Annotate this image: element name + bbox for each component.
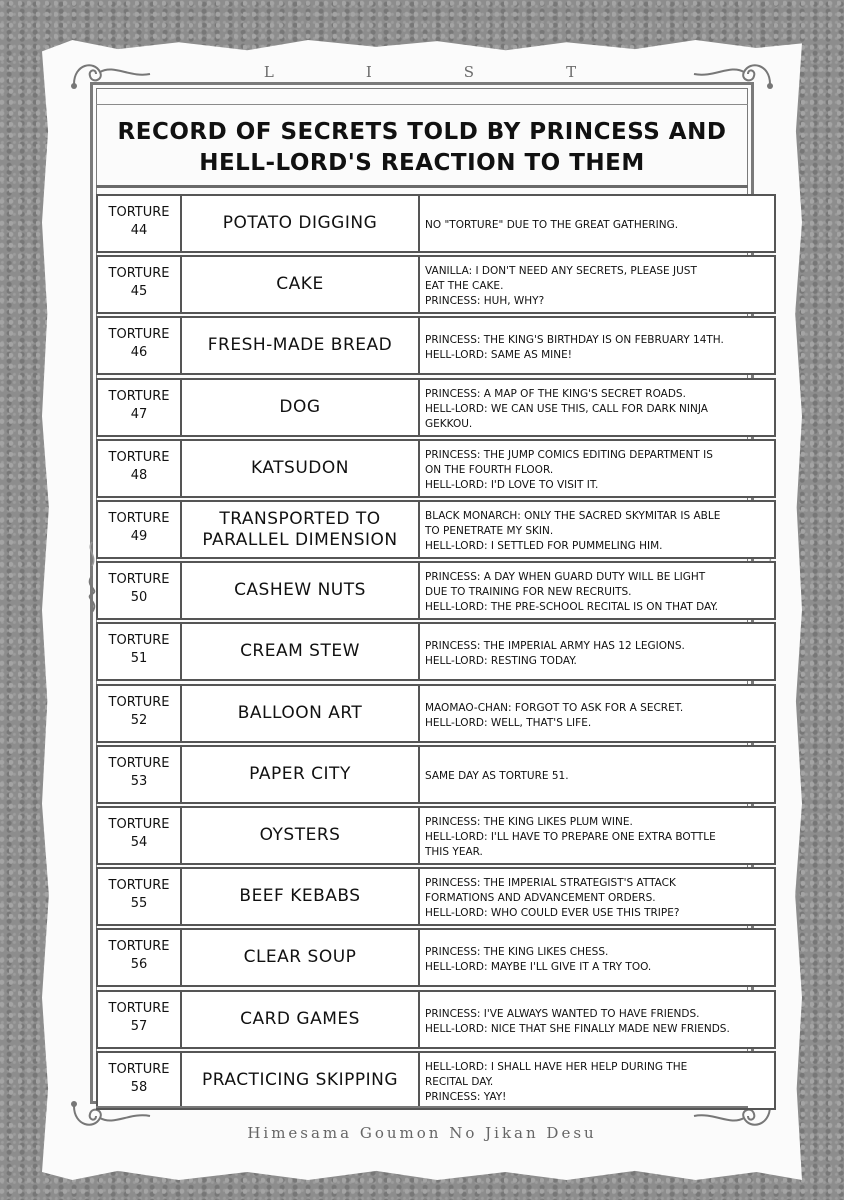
torture-number-cell [98, 686, 182, 741]
dish-name: FRESH-MADE BREAD [207, 335, 393, 355]
header-letter: L [263, 63, 278, 81]
note-line: PRINCESS: THE KING LIKES CHESS. [425, 945, 609, 958]
dish-name: TRANSPORTED TO [219, 508, 381, 529]
torture-label: TORTURE [108, 1062, 170, 1077]
torture-number: 46 [130, 345, 148, 360]
dish-name: PRACTICING SKIPPING [201, 1070, 398, 1090]
note-line: HELL-LORD: WELL, THAT'S LIFE. [425, 716, 592, 729]
torture-number: 58 [130, 1080, 148, 1095]
dish-cell [182, 318, 420, 373]
table-row [96, 194, 776, 253]
note-line: BLACK MONARCH: ONLY THE SACRED SKYMITAR IS ABLE [425, 510, 721, 522]
table-row [96, 255, 776, 314]
table-row [96, 500, 776, 559]
note-line: FORMATIONS AND ADVANCEMENT ORDERS. [425, 892, 656, 904]
notes-cell [420, 196, 774, 251]
note-line: HELL-LORD: RESTING TODAY. [425, 654, 577, 667]
note-line: HELL-LORD: NICE THAT SHE FINALLY MADE NEW FRIENDS. [425, 1022, 730, 1035]
table-row [96, 684, 776, 743]
torture-label: TORTURE [108, 389, 170, 404]
note-line: THIS YEAR. [425, 846, 483, 858]
torture-number-cell [98, 869, 182, 924]
table-row [96, 990, 776, 1049]
note-line: PRINCESS: THE KING LIKES PLUM WINE. [425, 816, 633, 828]
divider [96, 1104, 748, 1110]
note-line: HELL-LORD: WHO COULD EVER USE THIS TRIPE? [425, 907, 680, 919]
notes-cell [420, 257, 774, 312]
dish-cell [182, 196, 420, 251]
torture-number: 57 [130, 1019, 148, 1034]
dish-cell [182, 502, 420, 557]
dish-name: CAKE [276, 274, 324, 294]
torture-label: TORTURE [108, 266, 170, 281]
table-row [96, 1051, 776, 1110]
dish-name: OYSTERS [259, 825, 341, 845]
note-line: TO PENETRATE MY SKIN. [425, 525, 554, 537]
dish-cell [182, 869, 420, 924]
note-line: DUE TO TRAINING FOR NEW RECRUITS. [425, 586, 632, 598]
table-row [96, 316, 776, 375]
note-line: NO "TORTURE" DUE TO THE GREAT GATHERING. [425, 219, 679, 231]
header-letter: T [566, 63, 581, 81]
dish-name: BEEF KEBABS [239, 886, 361, 906]
note-line: GEKKOU. [425, 418, 473, 430]
torture-label: TORTURE [108, 633, 170, 648]
header-letter: S [463, 63, 479, 81]
torture-number: 53 [130, 774, 148, 789]
torture-number-cell [98, 808, 182, 863]
table-row [96, 378, 776, 437]
dish-cell [182, 441, 420, 496]
list-header [0, 63, 844, 81]
notes-cell [420, 318, 774, 373]
dish-cell [182, 992, 420, 1047]
footer-series-title: Himesama Goumon No Jikan Desu [247, 1124, 597, 1142]
page-title [96, 104, 748, 188]
torture-label: TORTURE [108, 205, 170, 220]
note-line: SAME DAY AS TORTURE 51. [425, 770, 569, 782]
note-line: PRINCESS: THE IMPERIAL ARMY HAS 12 LEGIONS. [425, 639, 685, 652]
dish-name: CLEAR SOUP [243, 947, 357, 967]
dish-name: CREAM STEW [240, 641, 360, 661]
torture-label: TORTURE [108, 939, 170, 954]
note-line: ON THE FOURTH FLOOR. [425, 464, 554, 476]
dish-cell [182, 747, 420, 802]
table-row [96, 622, 776, 681]
torture-number-cell [98, 747, 182, 802]
notes-cell [420, 380, 774, 435]
torture-number-cell [98, 441, 182, 496]
note-line: PRINCESS: A MAP OF THE KING'S SECRET ROADS. [425, 388, 686, 400]
note-line: PRINCESS: THE JUMP COMICS EDITING DEPARTMENT IS [425, 449, 713, 461]
dish-name: CASHEW NUTS [234, 580, 366, 600]
notes-cell [420, 502, 774, 557]
notes-cell [420, 930, 774, 985]
torture-number-cell [98, 257, 182, 312]
torture-label: TORTURE [108, 817, 170, 832]
dish-cell [182, 257, 420, 312]
note-line: PRINCESS: HUH, WHY? [425, 295, 545, 307]
note-line: HELL-LORD: I'D LOVE TO VISIT IT. [425, 479, 599, 491]
torture-number: 52 [130, 713, 148, 728]
dish-name: PARALLEL DIMENSION [202, 529, 398, 550]
notes-cell [420, 747, 774, 802]
torture-label: TORTURE [108, 1001, 170, 1016]
torture-number-cell [98, 380, 182, 435]
dish-cell [182, 808, 420, 863]
note-line: EAT THE CAKE. [425, 280, 504, 292]
notes-cell [420, 869, 774, 924]
torture-label: TORTURE [108, 878, 170, 893]
torture-number: 55 [130, 896, 148, 911]
note-line: PRINCESS: A DAY WHEN GUARD DUTY WILL BE LIGHT [425, 571, 706, 583]
note-line: RECITAL DAY. [425, 1076, 494, 1088]
dish-cell [182, 380, 420, 435]
table-row [96, 806, 776, 865]
notes-cell [420, 1053, 774, 1108]
torture-label: TORTURE [108, 511, 170, 526]
torture-number: 44 [130, 223, 148, 238]
torture-number: 47 [130, 407, 148, 422]
notes-cell [420, 808, 774, 863]
note-line: HELL-LORD: I'LL HAVE TO PREPARE ONE EXTRA BOTTLE [425, 831, 716, 843]
note-line: VANILLA: I DON'T NEED ANY SECRETS, PLEASE JUST [425, 265, 697, 277]
torture-number: 51 [130, 651, 148, 666]
note-line: PRINCESS: THE IMPERIAL STRATEGIST'S ATTACK [425, 877, 676, 889]
dish-cell [182, 686, 420, 741]
torture-label: TORTURE [108, 327, 170, 342]
torture-label: TORTURE [108, 756, 170, 771]
dish-cell [182, 563, 420, 618]
table-row [96, 439, 776, 498]
table-row [96, 561, 776, 620]
torture-number-cell [98, 502, 182, 557]
torture-number-cell [98, 318, 182, 373]
torture-label: TORTURE [108, 695, 170, 710]
note-line: HELL-LORD: THE PRE-SCHOOL RECITAL IS ON THAT DAY. [425, 601, 718, 613]
torture-number: 48 [130, 468, 148, 483]
notes-cell [420, 992, 774, 1047]
torture-number-cell [98, 930, 182, 985]
note-line: HELL-LORD: MAYBE I'LL GIVE IT A TRY TOO. [425, 960, 652, 973]
torture-number: 56 [130, 957, 148, 972]
torture-number: 45 [130, 284, 148, 299]
note-line: HELL-LORD: SAME AS MINE! [425, 348, 572, 361]
dish-cell [182, 930, 420, 985]
note-line: HELL-LORD: WE CAN USE THIS, CALL FOR DARK NINJA [425, 403, 708, 415]
table-row [96, 745, 776, 804]
dish-name: BALLOON ART [237, 703, 363, 723]
note-line: PRINCESS: THE KING'S BIRTHDAY IS ON FEBRUARY 14TH. [425, 333, 724, 346]
torture-number-cell [98, 624, 182, 679]
torture-number: 49 [130, 529, 148, 544]
table-row [96, 928, 776, 987]
notes-cell [420, 441, 774, 496]
dish-cell [182, 1053, 420, 1108]
torture-number-cell [98, 563, 182, 618]
torture-number-cell [98, 992, 182, 1047]
torture-label: TORTURE [108, 450, 170, 465]
torture-label: TORTURE [108, 572, 170, 587]
notes-cell [420, 624, 774, 679]
title-line: HELL-LORD'S REACTION TO THEM [199, 150, 645, 176]
note-line: PRINCESS: I'VE ALWAYS WANTED TO HAVE FRIENDS. [425, 1007, 700, 1020]
dish-name: CARD GAMES [240, 1009, 360, 1029]
torture-number-cell [98, 1053, 182, 1108]
note-line: PRINCESS: YAY! [425, 1091, 507, 1103]
torture-number: 50 [130, 590, 148, 605]
dish-name: POTATO DIGGING [222, 213, 378, 233]
dish-name: PAPER CITY [249, 764, 351, 784]
dish-name: DOG [279, 397, 321, 417]
notes-cell [420, 686, 774, 741]
dish-name: KATSUDON [251, 458, 349, 478]
torture-number: 54 [130, 835, 148, 850]
header-letter: I [365, 63, 376, 81]
table-row [96, 867, 776, 926]
notes-cell [420, 563, 774, 618]
note-line: HELL-LORD: I SETTLED FOR PUMMELING HIM. [425, 540, 663, 552]
torture-number-cell [98, 196, 182, 251]
note-line: HELL-LORD: I SHALL HAVE HER HELP DURING THE [425, 1061, 688, 1073]
title-line: RECORD OF SECRETS TOLD BY PRINCESS AND [117, 119, 727, 145]
dish-cell [182, 624, 420, 679]
note-line: MAOMAO-CHAN: FORGOT TO ASK FOR A SECRET. [425, 701, 684, 714]
